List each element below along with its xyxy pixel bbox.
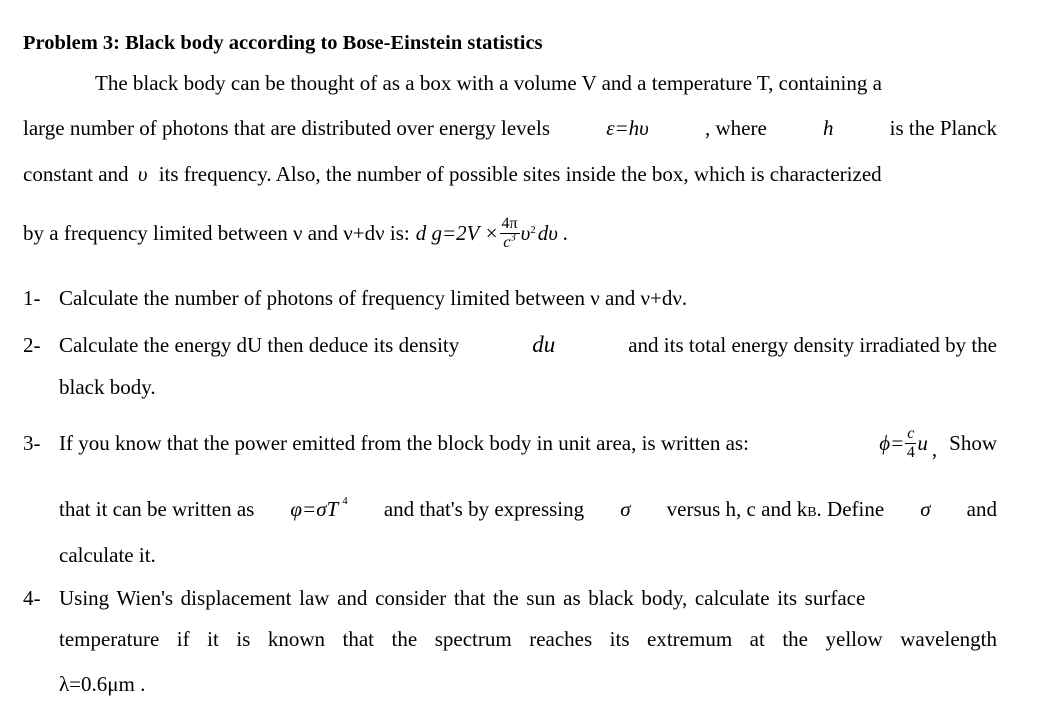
- question-3-b: that it can be written as: [59, 497, 255, 521]
- frequency-symbol: υ: [137, 162, 148, 186]
- energy-equation: [606, 118, 649, 139]
- question-4-line-1: [23, 588, 997, 609]
- states-fraction-den-exp: 3: [510, 231, 516, 244]
- question-1-label: 1-: [23, 286, 41, 310]
- intro-line-2: [23, 118, 997, 139]
- energy-eq-nu: υ: [639, 116, 649, 140]
- question-3-show: Show: [949, 430, 997, 455]
- question-3-c: and that's by expressing: [383, 497, 585, 521]
- states-eq-left: d g=2V ×: [415, 220, 499, 245]
- question-3-label-and-a: [23, 430, 749, 455]
- energy-eq-h: h: [628, 116, 640, 140]
- sigma-symbol-2: σ: [920, 497, 931, 521]
- question-3-label: 3-: [23, 430, 41, 455]
- question-4-line-2: temperature if it is known that the spectrum reaches its extremum at the yellow wavelength: [59, 627, 997, 651]
- question-3-d: versus h, c and k: [666, 497, 808, 521]
- power-eq-comma: ,: [931, 436, 938, 461]
- question-1: [23, 288, 687, 309]
- states-eq-nu: υ: [520, 220, 531, 245]
- intro-line-3: [23, 164, 997, 185]
- question-3-d-group: [667, 499, 885, 520]
- states-eq-tail: dυ .: [537, 220, 569, 245]
- states-fraction-num: 4π: [501, 214, 518, 232]
- question-3-e: . Define: [816, 497, 885, 521]
- power-fraction: [905, 426, 916, 461]
- planck-symbol: h: [822, 116, 834, 140]
- states-fraction-den-c: c: [503, 233, 511, 251]
- power-fraction-num: c: [907, 424, 915, 442]
- states-fraction: [500, 216, 520, 251]
- stefan-eq: φ=σT: [290, 497, 339, 521]
- energy-eq-eps: ε=: [606, 116, 629, 140]
- intro-line-1-text: The black body can be thought of as a box with a volume V and a temperature T, containing a: [95, 71, 882, 95]
- power-equation: [879, 426, 997, 461]
- question-3-line-1: [23, 420, 997, 466]
- question-3-f: and: [966, 497, 997, 521]
- question-4-label: 4-: [23, 586, 41, 610]
- intro-line-2-a: large number of photons that are distributed over energy levels: [23, 116, 550, 140]
- stefan-equation: [290, 495, 348, 521]
- question-2-line-1: [23, 333, 997, 356]
- intro-line-3-b: its frequency. Also, the number of possible sites inside the box, which is characterized: [158, 162, 882, 186]
- power-fraction-den: 4: [906, 443, 915, 461]
- intro-line-4-a: by a frequency limited between ν and ν+dν is:: [23, 220, 410, 245]
- question-4-a: Using Wien's displacement law and consider that the sun as black body, calculate its surface: [59, 586, 866, 610]
- question-3-d-sub: B: [807, 505, 817, 520]
- question-2-label-and-a: [23, 335, 459, 356]
- power-eq-phi: ϕ=: [879, 430, 905, 455]
- intro-line-3-a: constant and: [23, 162, 129, 186]
- density-symbol: du: [532, 332, 556, 357]
- intro-line-4: by a frequency limited between ν and ν+dν is: d g=2V × $\frac{4\pi}{c^3}$ υ $^2$ dυ .: [23, 214, 569, 251]
- power-eq-u: u: [917, 430, 928, 455]
- question-4-line-3: λ=0.6μm .: [59, 672, 146, 696]
- question-3-line-2: [59, 495, 997, 521]
- question-2-label: 2-: [23, 333, 41, 357]
- stefan-eq-exp: 4: [342, 495, 348, 507]
- question-1-text: Calculate the number of photons of frequency limited between ν and ν+dν.: [59, 286, 688, 310]
- states-fraction-den: [500, 231, 520, 251]
- question-2-b: and its total energy density irradiated by the: [628, 333, 997, 357]
- question-4-label-and-a: [23, 588, 865, 609]
- intro-line-2-b: , where: [704, 116, 767, 140]
- sigma-symbol-1: σ: [620, 497, 631, 521]
- intro-line-2-c: is the Planck: [889, 116, 997, 140]
- question-3-line-3: calculate it.: [59, 543, 156, 567]
- question-3-a: If you know that the power emitted from the block body in unit area, is written as:: [59, 430, 749, 455]
- question-2-line-2: black body.: [59, 375, 156, 399]
- question-2-a: Calculate the energy dU then deduce its density: [59, 333, 460, 357]
- intro-line-1: [95, 73, 997, 94]
- problem-title: Problem 3: Black body according to Bose-Einstein statistics: [23, 32, 543, 54]
